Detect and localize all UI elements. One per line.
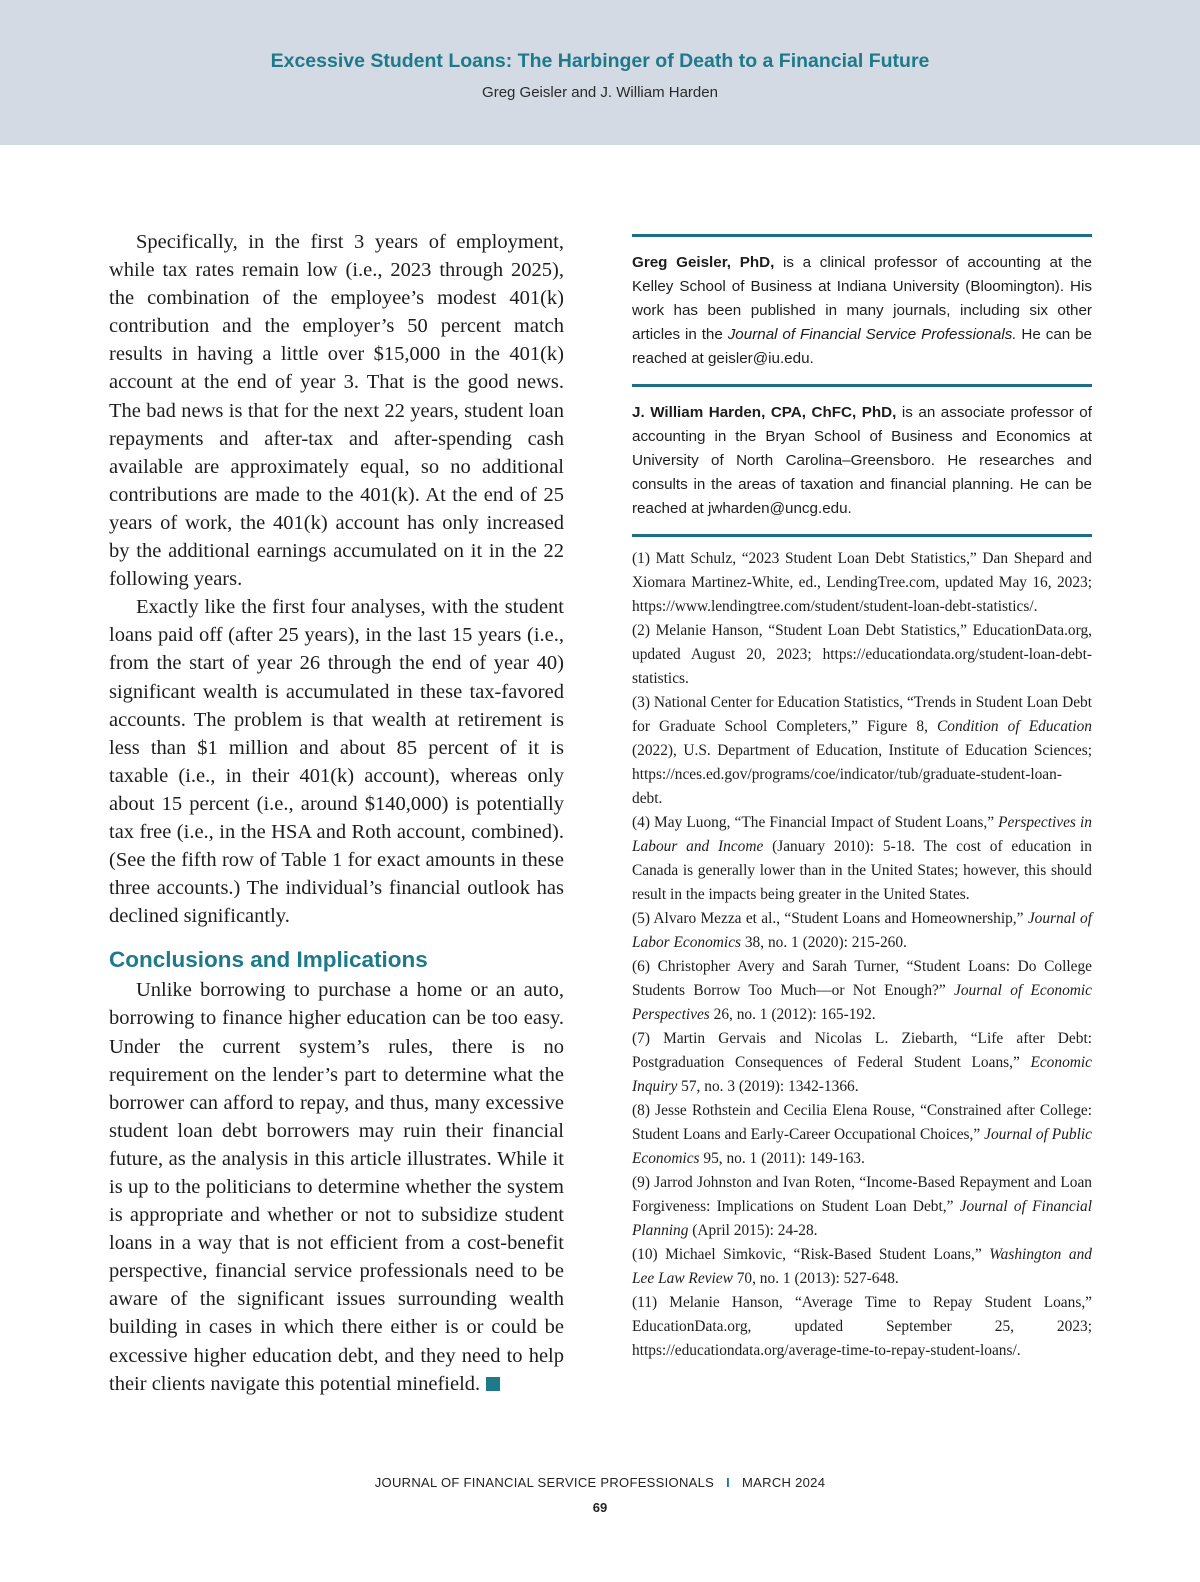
main-text-column: [109, 228, 564, 1398]
bio-text: is a clinical professor of accounting at the Kelley School of Business at Indiana University (Bloomington). His work has been published in many journals, including six other articles in the: [632, 254, 1092, 343]
endnote: (5) Alvaro Mezza et al., “Student Loans and Homeownership,” Journal of Labor Economics 38, no. 1 (2020): 215-260.: [632, 910, 1093, 951]
article-title: Excessive Student Loans: The Harbinger of Death to a Financial Future: [270, 50, 930, 72]
footer-journal: JOURNAL OF FINANCIAL SERVICE PROFESSIONALS: [374, 1475, 715, 1490]
endnote: (10) Michael Simkovic, “Risk-Based Student Loans,” Washington and Lee Law Review 70, no. 1 (2013): 527-648.: [632, 1246, 1092, 1287]
body-paragraph: Specifically, in the first 3 years of employment, while tax rates remain low (i.e., 2023 through 2025), the combination of the employee’s modest 401(k) contribution and the employer’s 50 percent match results in having a little over $15,000 in the 401(k) account at the end of year 3. That is the good news. The bad news is that for the next 22 years, student loan repayments and after-tax and after-spending cash available are approximately equal, so no additional contributions are made to the 401(k). At the end of 25 years of work, the 401(k) account has only increased by the additional earnings accumulated on it in the 22 following years.: [109, 231, 564, 591]
endnote: (2) Melanie Hanson, “Student Loan Debt Statistics,” EducationData.org, updated August 20, 2023; https://educationdata.org/student-loan-debt-statistics.: [632, 622, 1092, 687]
footer-date: MARCH 2024: [742, 1475, 826, 1490]
running-header: [0, 0, 1200, 145]
body-paragraph: [109, 976, 564, 1397]
endnote: (1) Matt Schulz, “2023 Student Loan Debt Statistics,” Dan Shepard and Xiomara Martinez-White, ed., LendingTree.com, updated May 16, 2023; https://www.lendingtree.com/student/student-loan-debt-statistics/.: [632, 550, 1092, 615]
endnote: (7) Martin Gervais and Nicolas L. Ziebarth, “Life after Debt: Postgraduation Consequences of Federal Student Loans,” Economic Inquiry 57, no. 3 (2019): 1342-1366.: [632, 1030, 1092, 1095]
author-bio-geisler: [632, 237, 1092, 384]
bio-name: Greg Geisler, PhD,: [632, 254, 775, 271]
bio-name: J. William Harden, CPA, ChFC, PhD,: [632, 404, 897, 421]
page-number: 69: [592, 1500, 608, 1515]
footer-separator: I: [726, 1475, 731, 1490]
conclusion-text: Unlike borrowing to purchase a home or an auto, borrowing to finance higher education can be too easy. Under the current system’s rules, there is no requirement on the lender’s part to determine what the borrower can afford to repay, and thus, many excessive student loan debt borrowers may ruin their financial future, as the analysis in this article illustrates. While it is up to the politicians to determine whether the system is appropriate and whether or not to subsidize student loans in a way that is not efficient from a cost-benefit perspective, financial service professionals need to be aware of the significant issues surrounding wealth building in cases in which there either is or could be excessive higher education debt, and they need to help their clients navigate this potential minefield.: [109, 979, 564, 1395]
body-paragraph: Exactly like the first four analyses, with the student loans paid off (after 25 years), in the last 15 years (i.e., from the start of year 26 through the end of year 40) significant wealth is accumulated in these tax-favored accounts. The problem is that wealth at retirement is less than $1 million and about 85 percent of it is taxable (i.e., in their 401(k) account), whereas only about 15 percent (i.e., around $140,000) is potentially tax free (i.e., in the HSA and Roth account, combined). (See the fifth row of Table 1 for exact amounts in these three accounts.) The individual’s financial outlook has declined significantly.: [109, 596, 564, 928]
endnotes: [632, 537, 1092, 1363]
author-bio-harden: [632, 387, 1092, 534]
endnote: (3) National Center for Education Statistics, “Trends in Student Loan Debt for Graduate School Completers,” Figure 8, Condition of Education (2022), U.S. Department of Education, Institute of Education Sciences; https://nces.ed.gov/programs/coe/indicator/tub/graduate-student-loan-debt.: [632, 694, 1093, 807]
page-footer: [0, 1475, 1200, 1490]
bio-text: He can be reached at geisler@iu.edu.: [632, 326, 1092, 367]
section-heading: Conclusions and Implications: [109, 947, 428, 973]
endnote: (9) Jarrod Johnston and Ivan Roten, “Income-Based Repayment and Loan Forgiveness: Implications on Student Loan Debt,” Journal of Financial Planning (April 2015): 24-28.: [632, 1174, 1092, 1239]
endnote: (11) Melanie Hanson, “Average Time to Repay Student Loans,” EducationData.org, updated September 25, 2023; https://educationdata.org/average-time-to-repay-student-loans/.: [632, 1294, 1092, 1359]
article-authors: Greg Geisler and J. William Harden: [482, 84, 718, 101]
bio-journal: Journal of Financial Service Professionals.: [727, 326, 1017, 343]
bio-text: is an associate professor of accounting in the Bryan School of Business and Economics at University of North Carolina–Greensboro. He researches and consults in the areas of taxation and financial planning. He can be reached at jwharden@uncg.edu.: [632, 404, 1092, 517]
endnote: (4) May Luong, “The Financial Impact of Student Loans,” Perspectives in Labour and Income (January 2010): 5-18. The cost of education in Canada is generally lower than in the United States; however, this should result in the impacts being greater in the United States.: [632, 814, 1093, 903]
end-of-article-mark: [486, 1377, 500, 1391]
sidebar-column: [632, 234, 1092, 1363]
endnote: (8) Jesse Rothstein and Cecilia Elena Rouse, “Constrained after College: Student Loans and Early-Career Occupational Choices,” Journal of Public Economics 95, no. 1 (2011): 149-163.: [632, 1102, 1092, 1167]
endnote: (6) Christopher Avery and Sarah Turner, “Student Loans: Do College Students Borrow Too Much—or Not Enough?” Journal of Economic Perspectives 26, no. 1 (2012): 165-192.: [632, 958, 1092, 1023]
